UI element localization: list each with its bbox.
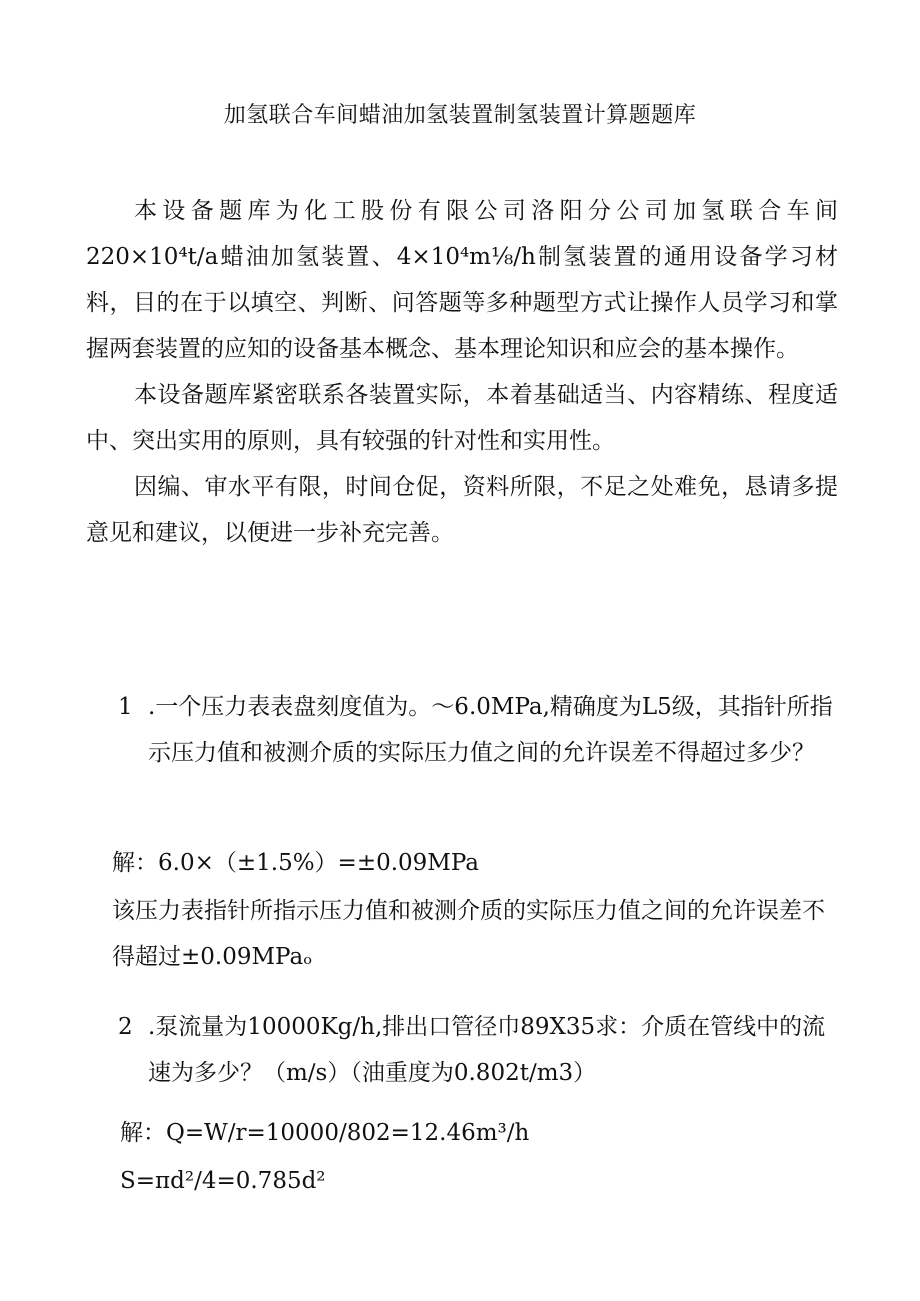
- question-2: [118, 1004, 840, 1096]
- question-number: 2: [118, 1014, 133, 1040]
- question-text: .泵流量为10000Kg∕h,排出口管径巾89X35求：介质在管线中的流速为多少？（m∕s）（油重度为0.802t∕m3）: [148, 1014, 826, 1086]
- question-1: [118, 684, 840, 776]
- intro-section: [86, 188, 838, 556]
- formula-line: S=πd²/4=0.785d²: [120, 1168, 326, 1194]
- solution-line: 解：Q=W/r=10000/802=12.46m³∕h: [120, 1120, 530, 1146]
- solution-line: 解：6.0×（±1.5%）=±0.09MPa: [112, 850, 480, 876]
- question-number: 1: [118, 694, 133, 720]
- intro-paragraph: 本设备题库紧密联系各装置实际，本着基础适当、内容精练、程度适中、突出实用的原则，具有较强的针对性和实用性。: [86, 382, 838, 454]
- intro-paragraph: 本设备题库为化工股份有限公司洛阳分公司加氢联合车间220×10⁴t∕a蜡油加氢装置、4×10⁴m⅛/h制氢装置的通用设备学习材料，目的在于以填空、判断、问答题等多种题型方式让操作人员学习和掌握两套装置的应知的设备基本概念、基本理论知识和应会的基本操作。: [86, 198, 838, 362]
- intro-paragraph: 因编、审水平有限，时间仓促，资料所限，不足之处难免，恳请多提意见和建议，以便进一步补充完善。: [86, 474, 838, 546]
- page-title: 加氢联合车间蜡油加氢装置制氢装置计算题题库: [223, 103, 697, 128]
- question-text: .一个压力表表盘刻度值为。～6.0MPa,精确度为L5级，其指针所指示压力值和被测介质的实际压力值之间的允许误差不得超过多少？: [148, 694, 833, 766]
- conclusion-text: 该压力表指针所指示压力值和被测介质的实际压力值之间的允许误差不得超过±0.09MPaₒ: [112, 898, 825, 970]
